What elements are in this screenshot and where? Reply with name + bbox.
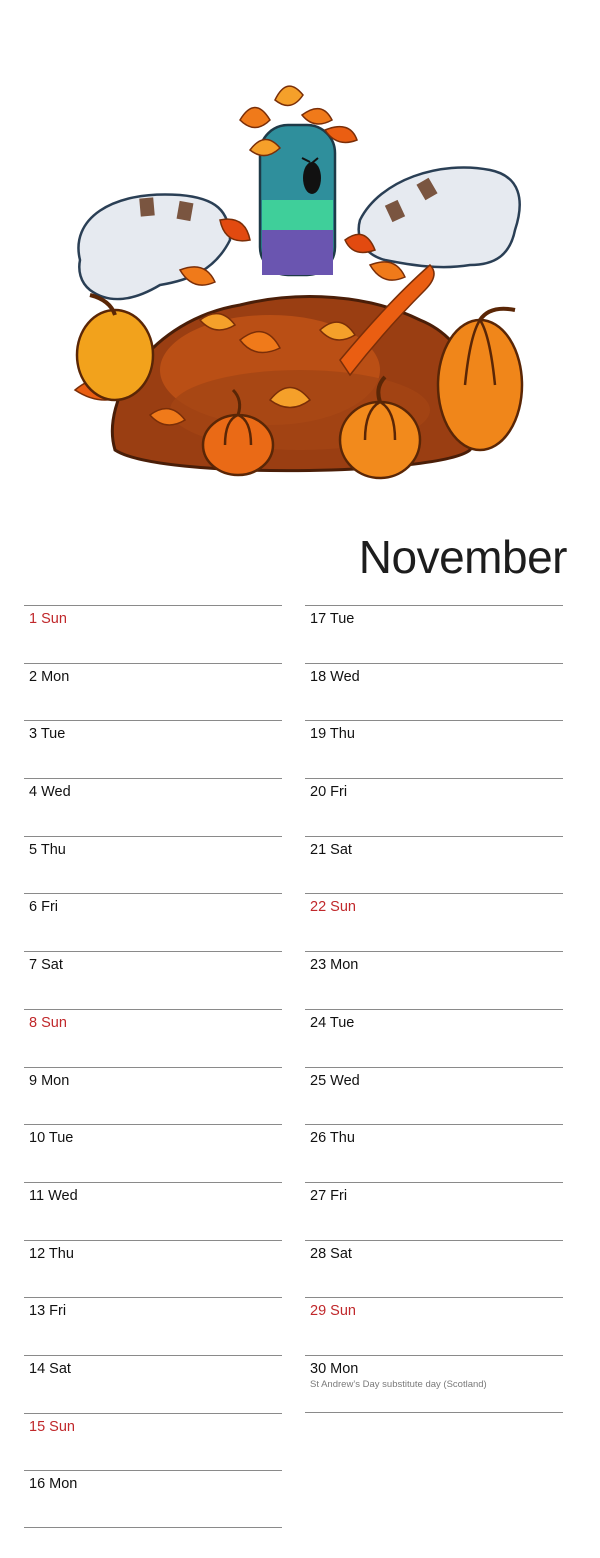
day-label: 15 Sun bbox=[29, 1418, 75, 1435]
day-label: 25 Wed bbox=[310, 1072, 360, 1089]
pumpkin-right bbox=[438, 309, 522, 450]
day-label: 9 Mon bbox=[29, 1072, 70, 1089]
day-row[interactable] bbox=[305, 1355, 563, 1412]
day-label: 28 Sat bbox=[310, 1245, 352, 1262]
day-row[interactable] bbox=[24, 1124, 282, 1181]
day-row[interactable] bbox=[24, 1413, 282, 1470]
day-label: 12 Thu bbox=[29, 1245, 74, 1262]
day-row[interactable] bbox=[305, 663, 563, 720]
day-row[interactable] bbox=[305, 951, 563, 1008]
day-label: 14 Sat bbox=[29, 1360, 71, 1377]
day-row[interactable] bbox=[24, 605, 282, 662]
day-row[interactable] bbox=[24, 663, 282, 720]
right-wing bbox=[359, 167, 520, 267]
day-label: 5 Thu bbox=[29, 841, 66, 858]
day-row[interactable] bbox=[24, 720, 282, 777]
day-row[interactable] bbox=[24, 1355, 282, 1412]
day-row[interactable] bbox=[24, 1297, 282, 1354]
day-column-left bbox=[24, 605, 282, 1528]
day-label: 13 Fri bbox=[29, 1303, 67, 1320]
day-label: 8 Sun bbox=[29, 1014, 67, 1031]
day-row[interactable] bbox=[305, 1297, 563, 1354]
leaf-pile bbox=[112, 297, 477, 471]
day-row[interactable] bbox=[24, 836, 282, 893]
day-row[interactable] bbox=[305, 1124, 563, 1181]
day-row[interactable] bbox=[305, 1009, 563, 1066]
day-label: 29 Sun bbox=[310, 1303, 356, 1320]
day-row[interactable] bbox=[305, 720, 563, 777]
holiday-note: St Andrew’s Day substitute day (Scotland) bbox=[310, 1378, 487, 1390]
day-label: 23 Mon bbox=[310, 957, 359, 974]
day-row[interactable] bbox=[24, 1067, 282, 1124]
column-bottom-rule bbox=[305, 1412, 563, 1413]
day-row[interactable] bbox=[24, 1240, 282, 1297]
day-label: 30 Mon bbox=[310, 1360, 359, 1377]
day-column-right bbox=[305, 605, 563, 1413]
day-label: 17 Tue bbox=[310, 611, 355, 627]
day-row[interactable] bbox=[24, 1470, 282, 1527]
day-label: 18 Wed bbox=[310, 668, 360, 685]
day-label: 3 Tue bbox=[29, 726, 66, 743]
day-row[interactable] bbox=[305, 605, 563, 662]
day-label: 24 Tue bbox=[310, 1014, 355, 1031]
day-row[interactable] bbox=[305, 893, 563, 950]
day-label: 16 Mon bbox=[29, 1476, 78, 1493]
autumn-illustration bbox=[40, 70, 560, 510]
day-label: 10 Tue bbox=[29, 1130, 74, 1147]
day-label: 26 Thu bbox=[310, 1130, 355, 1147]
month-title: November bbox=[358, 531, 567, 583]
day-label: 4 Wed bbox=[29, 784, 71, 801]
day-label: 19 Thu bbox=[310, 726, 355, 743]
day-row[interactable] bbox=[24, 1009, 282, 1066]
pumpkin-left bbox=[77, 295, 153, 400]
day-label: 27 Fri bbox=[310, 1187, 348, 1204]
day-row[interactable] bbox=[24, 1182, 282, 1239]
day-label: 6 Fri bbox=[29, 899, 58, 916]
day-label: 1 Sun bbox=[29, 611, 67, 627]
day-row[interactable] bbox=[305, 778, 563, 835]
day-row[interactable] bbox=[305, 1182, 563, 1239]
day-row[interactable] bbox=[24, 951, 282, 1008]
day-label: 21 Sat bbox=[310, 841, 352, 858]
day-label: 22 Sun bbox=[310, 899, 356, 916]
day-label: 11 Wed bbox=[29, 1187, 78, 1204]
day-row[interactable] bbox=[305, 1240, 563, 1297]
day-row[interactable] bbox=[24, 778, 282, 835]
day-row[interactable] bbox=[24, 893, 282, 950]
column-bottom-rule bbox=[24, 1527, 282, 1528]
day-row[interactable] bbox=[305, 1067, 563, 1124]
day-row[interactable] bbox=[305, 836, 563, 893]
day-label: 7 Sat bbox=[29, 957, 63, 974]
day-label: 20 Fri bbox=[310, 784, 348, 801]
day-label: 2 Mon bbox=[29, 668, 70, 685]
